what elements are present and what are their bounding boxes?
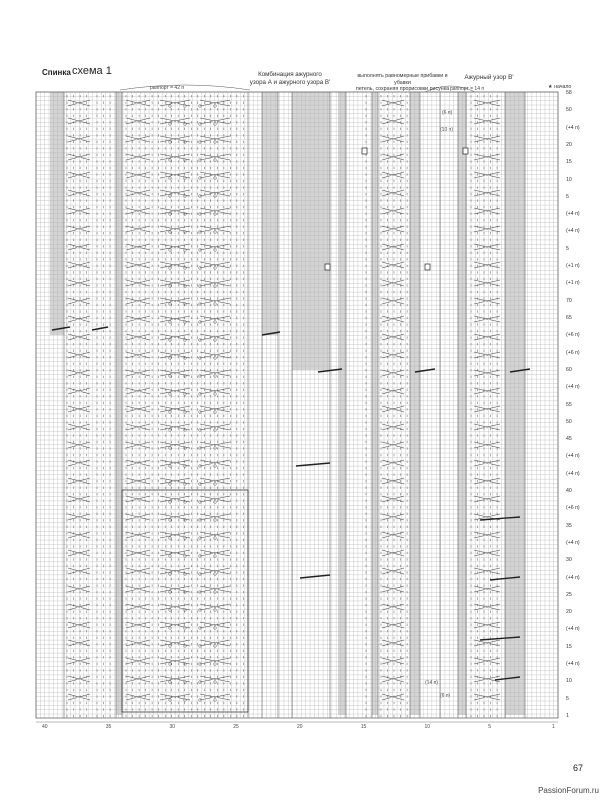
row-number-label: 5 [566, 193, 569, 200]
stitch-number-label: 40 [42, 724, 48, 730]
row-number-label: (+4 п) [566, 661, 580, 668]
row-number-label: 30 [566, 557, 572, 564]
combo-note-line2: узора А и ажурного узора В' [249, 78, 331, 86]
row-number-label: 55 [566, 401, 572, 408]
row-number-label: (+1 п) [566, 263, 580, 270]
watermark: PassionForum.ru [538, 786, 599, 795]
row-number-label: (+4 п) [566, 228, 580, 235]
stitch-number-label: 20 [297, 724, 303, 730]
row-number-label: 65 [566, 314, 572, 321]
row-number-label: (+6 п) [566, 505, 580, 512]
row-number-label: 5 [566, 695, 569, 702]
section-title: Спинка [42, 68, 71, 77]
row-number-label: 15 [566, 643, 572, 650]
row-number-label: 40 [566, 488, 572, 495]
row-number-label: 50 [566, 418, 572, 425]
row-number-label: (+4 п) [566, 124, 580, 131]
row-number-label: 50 [566, 107, 572, 114]
row-number-label: (+4 п) [566, 470, 580, 477]
row-number-label: (+4 п) [566, 539, 580, 546]
row-number-label: 20 [566, 609, 572, 616]
row-number-label: 60 [566, 366, 572, 373]
star-icon: ★ [548, 84, 553, 90]
stitch-number-label: 30 [169, 724, 176, 730]
row-number-label: 70 [566, 297, 572, 304]
row-number-label: 1 [566, 713, 569, 719]
mark-6p-top: (6 п) [442, 110, 453, 116]
row-number-label: (+4 п) [566, 574, 580, 581]
row-number-label: 20 [566, 141, 572, 148]
stitch-number-label: 35 [105, 724, 112, 730]
row-number-label: (+4 п) [566, 384, 580, 391]
stitch-number-label: 25 [233, 724, 239, 730]
stitch-number-label: 1 [552, 724, 555, 730]
row-number-label: (+4 п) [566, 453, 580, 460]
row-number-label: 5 [566, 245, 569, 252]
row-number-label: 58 [566, 90, 572, 96]
row-number-label: (+6 п) [566, 332, 580, 339]
combo-note-line1: Комбинация ажурного [258, 71, 322, 78]
repeat-left-label: раппорт = 42 п [150, 85, 185, 91]
stitch-number-label: 5 [488, 724, 492, 730]
stitch-number-label: 15 [360, 724, 367, 730]
row-number-label: (+4 п) [566, 626, 580, 633]
scheme-title: схема 1 [72, 65, 112, 77]
pattern-b-label: Ажурный узор В' [464, 74, 514, 81]
row-number-label: (+1 п) [566, 280, 580, 287]
mark-6p-bottom: (6 п) [440, 693, 451, 699]
page-number: 67 [572, 763, 583, 773]
mark-14p: (14 п) [425, 680, 438, 686]
row-number-label: 10 [566, 176, 572, 183]
row-number-label: 10 [566, 678, 572, 685]
row-number-label: 45 [566, 436, 572, 443]
increase-note-line2: петель, сохраняя прорисовки рисунка [355, 86, 450, 93]
repeat-right-label: раппорт = 14 п [450, 86, 485, 92]
row-number-label: (+6 п) [566, 349, 580, 356]
mark-10p: (10 п) [440, 127, 453, 133]
row-number-label: 25 [566, 591, 572, 598]
stitch-number-label: 10 [424, 724, 431, 730]
row-number-label: 15 [566, 159, 572, 166]
increase-note-line1: выполнять равномерные прибавки и убавки [357, 73, 448, 86]
row-number-label: (+4 п) [566, 211, 580, 218]
start-text: начало [554, 84, 572, 90]
row-number-label: 35 [566, 522, 572, 529]
